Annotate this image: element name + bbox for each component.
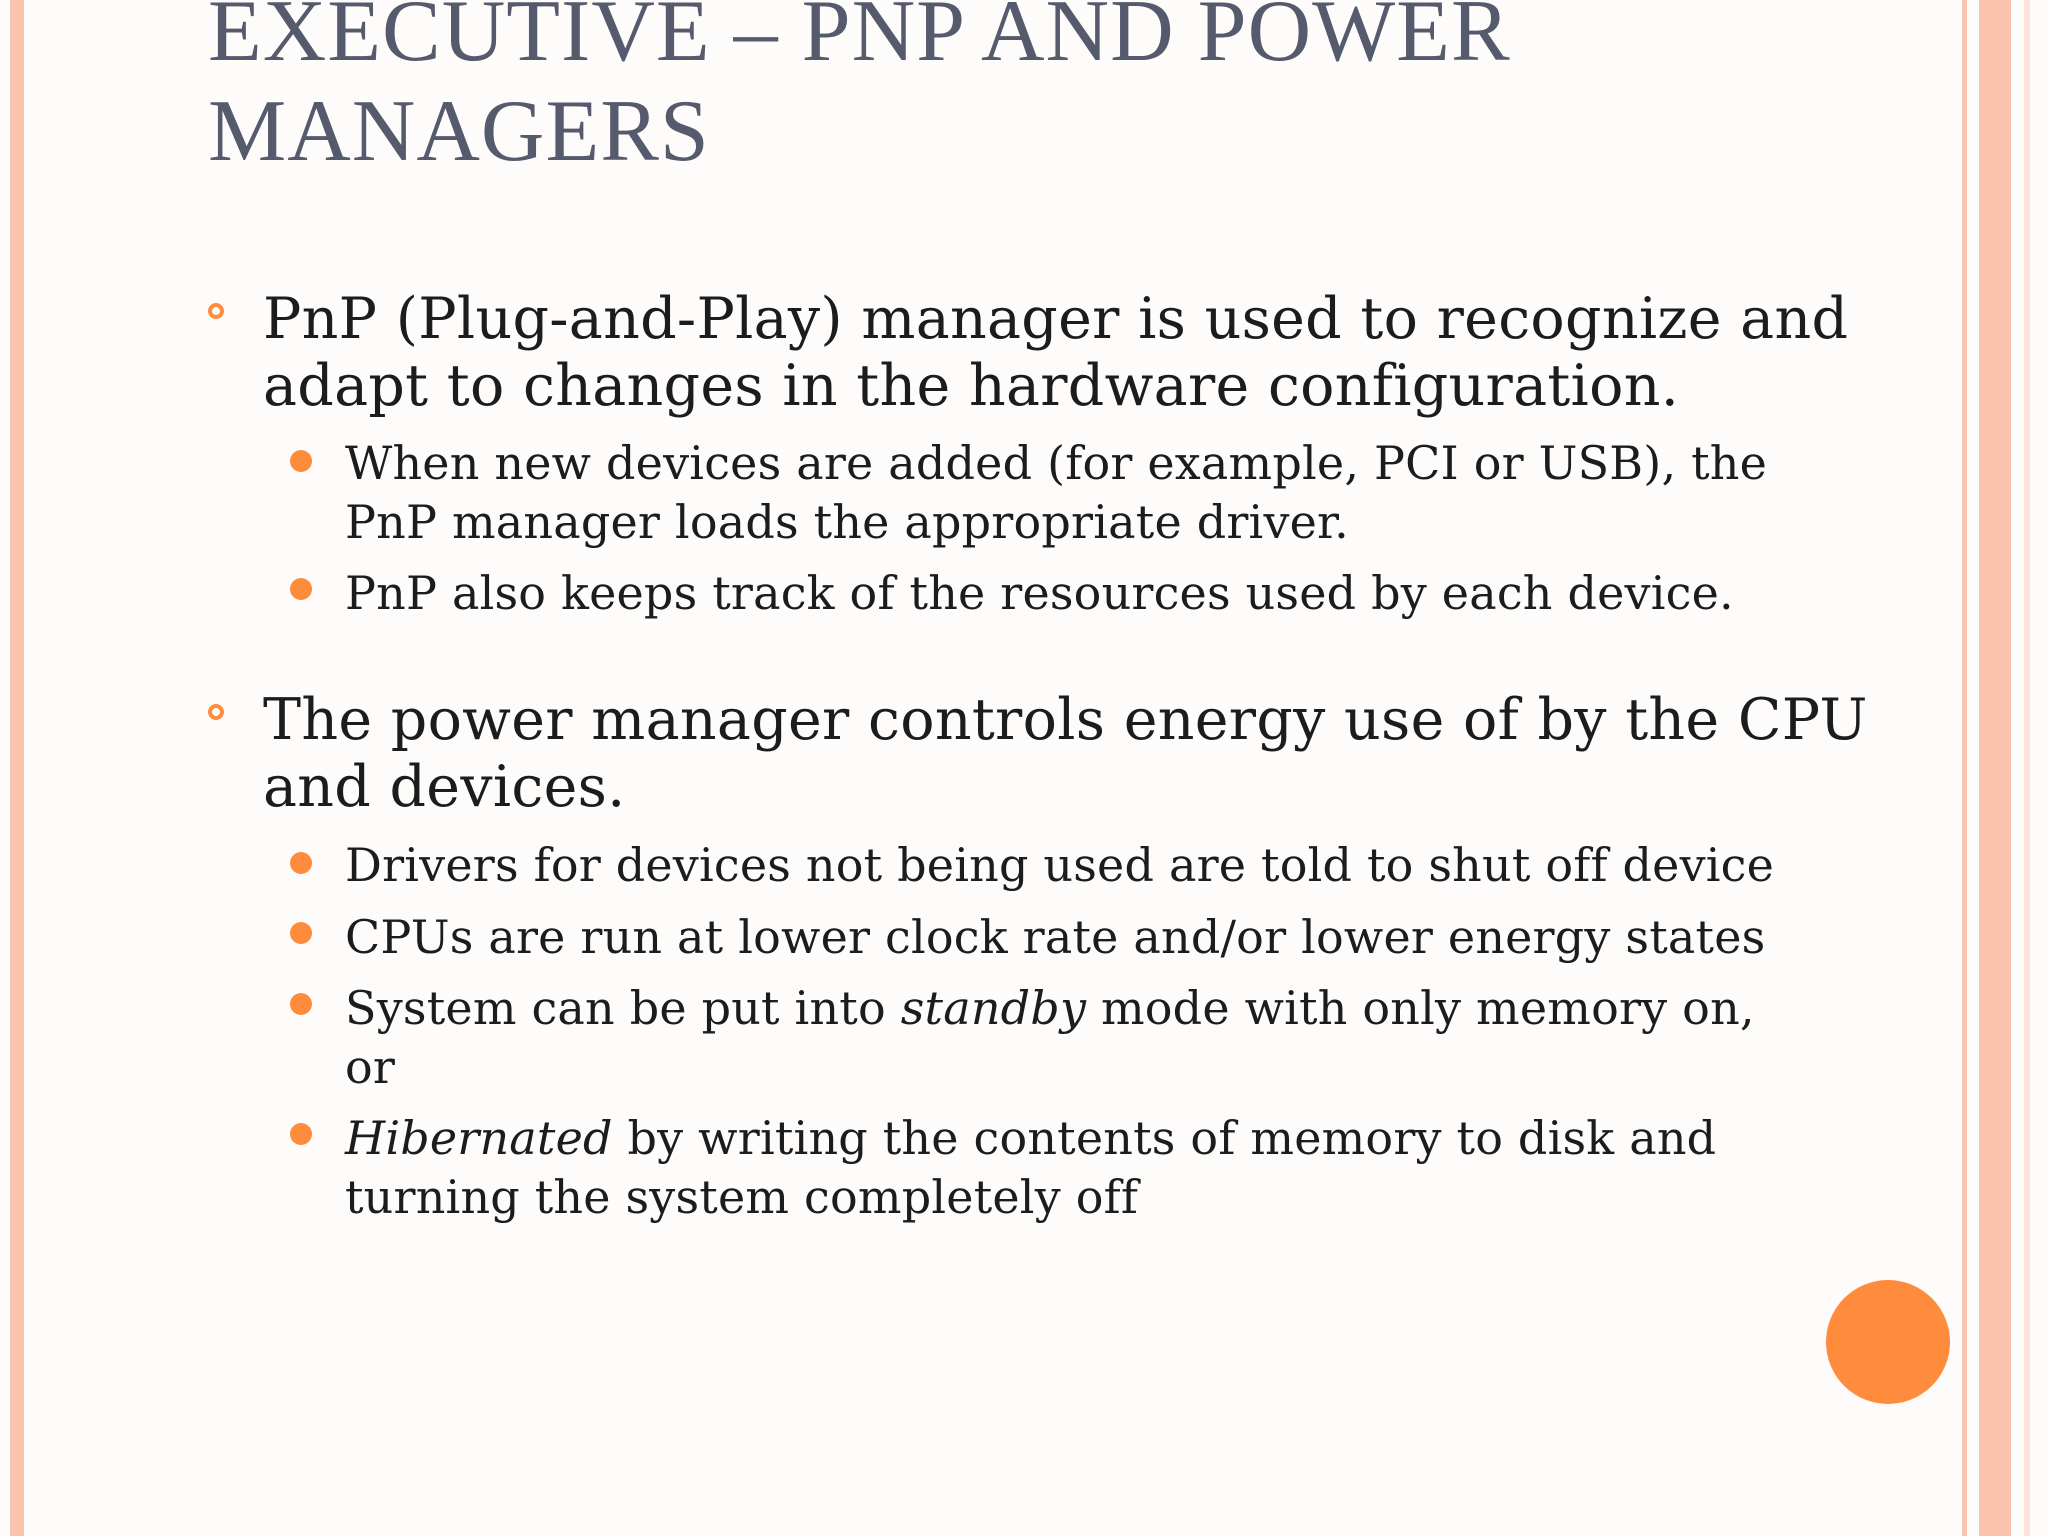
sub-bullet-drivers-text: Drivers for devices not being used are told to shut off device [345,838,1775,892]
slide-title-line1: EXECUTIVE – PNP AND POWER [208,0,1511,80]
sub-bullet-standby-emphasis: standby [900,981,1087,1035]
filled-bullet-icon [290,852,312,874]
filled-bullet-icon [290,450,312,472]
sub-bullet-hibernate-post: by writing the contents of memory to disk and [612,1111,1717,1165]
bullet-pnp-line1: PnP (Plug-and-Play) manager is used to recognize and [263,286,1849,352]
sub-bullet-cpus [345,908,1905,967]
sub-bullet-standby-line2: or [345,1040,396,1094]
sub-bullet-new-devices [345,434,1905,552]
sub-bullet-resources-text: PnP also keeps track of the resources used by each device. [345,566,1734,620]
filled-bullet-icon [290,922,312,944]
sub-bullet-standby [345,979,1905,1097]
hollow-bullet-icon [208,704,224,720]
sub-bullet-hibernate-emphasis: Hibernated [345,1111,613,1165]
bullet-pnp [263,286,1883,420]
sub-bullet-hibernate [345,1109,1905,1227]
sub-bullet-hibernate-line2: turning the system completely off [345,1170,1139,1224]
sub-bullet-standby-post: mode with only memory on, [1086,981,1755,1035]
bullet-power-line2: and devices. [263,754,626,820]
sub-bullet-resources [345,564,1905,623]
slide-title-line2: MANAGERS [208,83,710,180]
filled-bullet-icon [290,578,312,600]
bullet-power [263,687,1883,821]
hollow-bullet-icon [208,303,224,319]
bullet-pnp-line2: adapt to changes in the hardware configuration. [263,353,1680,419]
sub-bullet-new-devices-line1: When new devices are added (for example, PCI or USB), the [345,436,1768,490]
filled-bullet-icon [290,993,312,1015]
sub-bullet-cpus-text: CPUs are run at lower clock rate and/or lower energy states [345,910,1766,964]
sub-bullet-new-devices-line2: PnP manager loads the appropriate driver. [345,495,1350,549]
sub-bullet-drivers [345,836,1905,895]
filled-bullet-icon [290,1123,312,1145]
bullet-power-line1: The power manager controls energy use of by the CPU [263,687,1868,753]
decorative-circle [1826,1280,1950,1404]
sub-bullet-standby-pre: System can be put into [345,981,901,1035]
